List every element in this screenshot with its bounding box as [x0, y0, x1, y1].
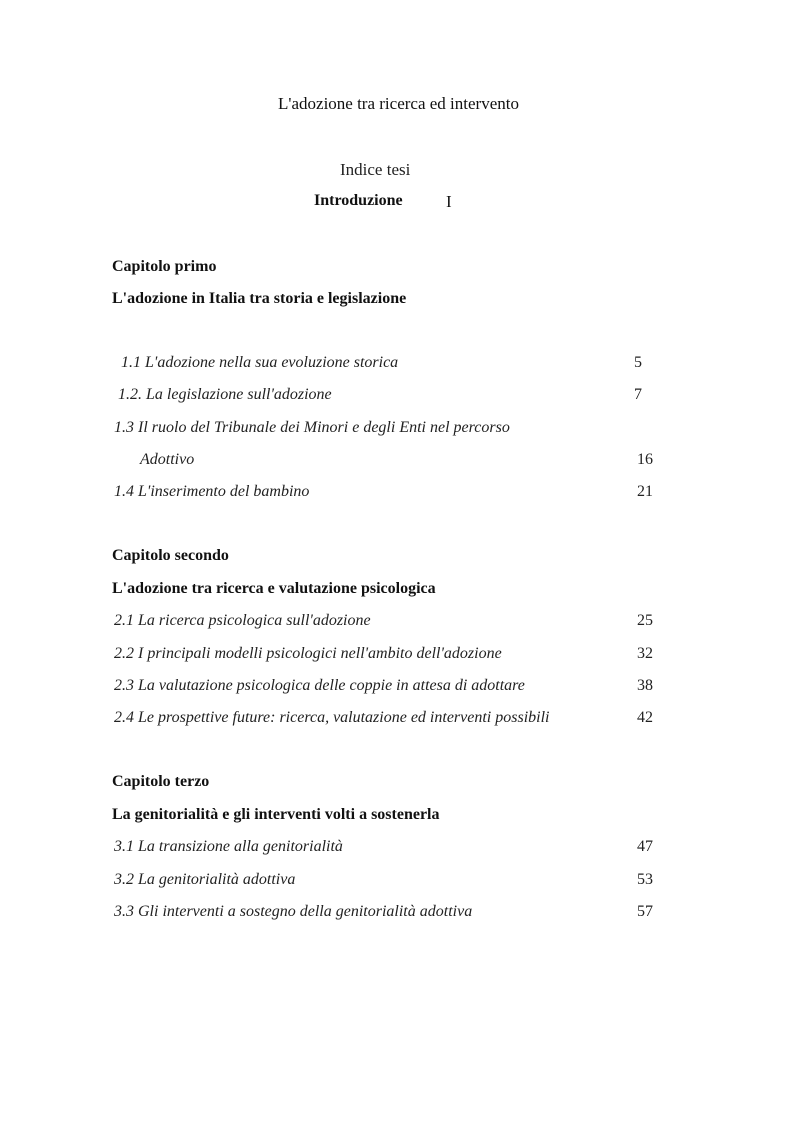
toc-entry-3-1: 3.1 La transizione alla genitorialità	[114, 838, 343, 855]
introduction-label: Introduzione	[314, 192, 403, 209]
toc-page-1-1: 5	[634, 354, 642, 371]
chapter-1-title: L'adozione in Italia tra storia e legislazione	[112, 290, 407, 307]
toc-page-1-2: 7	[634, 386, 642, 403]
toc-entry-3-3: 3.3 Gli interventi a sostegno della genitorialità adottiva	[114, 903, 473, 920]
introduction-page: I	[446, 192, 452, 211]
toc-page-2-3: 38	[637, 677, 653, 694]
index-subtitle: Indice tesi	[340, 160, 411, 179]
toc-page-2-2: 32	[637, 645, 653, 662]
toc-entry-2-1: 2.1 La ricerca psicologica sull'adozione	[114, 612, 371, 629]
chapter-2-number: Capitolo secondo	[112, 547, 229, 564]
chapter-2-title: L'adozione tra ricerca e valutazione psicologica	[112, 580, 436, 597]
chapter-1-number: Capitolo primo	[112, 258, 217, 275]
toc-page-3-1: 47	[637, 838, 653, 855]
toc-entry-1-3-cont: Adottivo	[140, 451, 195, 468]
toc-page-3-2: 53	[637, 871, 653, 888]
toc-entry-1-4: 1.4 L'inserimento del bambino	[114, 483, 310, 500]
chapter-3-number: Capitolo terzo	[112, 773, 210, 790]
toc-page-3-3: 57	[637, 903, 653, 920]
toc-entry-2-2: 2.2 I principali modelli psicologici nell'ambito dell'adozione	[114, 645, 502, 662]
toc-entry-3-2: 3.2 La genitorialità adottiva	[114, 871, 296, 888]
toc-page-1-3: 16	[637, 451, 653, 468]
toc-entry-1-1: 1.1 L'adozione nella sua evoluzione storica	[121, 354, 399, 371]
toc-page-2-4: 42	[637, 709, 653, 726]
toc-entry-2-3: 2.3 La valutazione psicologica delle coppie in attesa di adottare	[114, 677, 525, 694]
chapter-3-title: La genitorialità e gli interventi volti a sostenerla	[112, 806, 440, 823]
toc-entry-1-2: 1.2. La legislazione sull'adozione	[118, 386, 332, 403]
toc-entry-2-4: 2.4 Le prospettive future: ricerca, valutazione ed interventi possibili	[114, 709, 550, 726]
toc-page-2-1: 25	[637, 612, 653, 629]
toc-page-1-4: 21	[637, 483, 653, 500]
document-title: L'adozione tra ricerca ed intervento	[278, 94, 519, 113]
toc-entry-1-3: 1.3 Il ruolo del Tribunale dei Minori e degli Enti nel percorso	[114, 419, 510, 436]
